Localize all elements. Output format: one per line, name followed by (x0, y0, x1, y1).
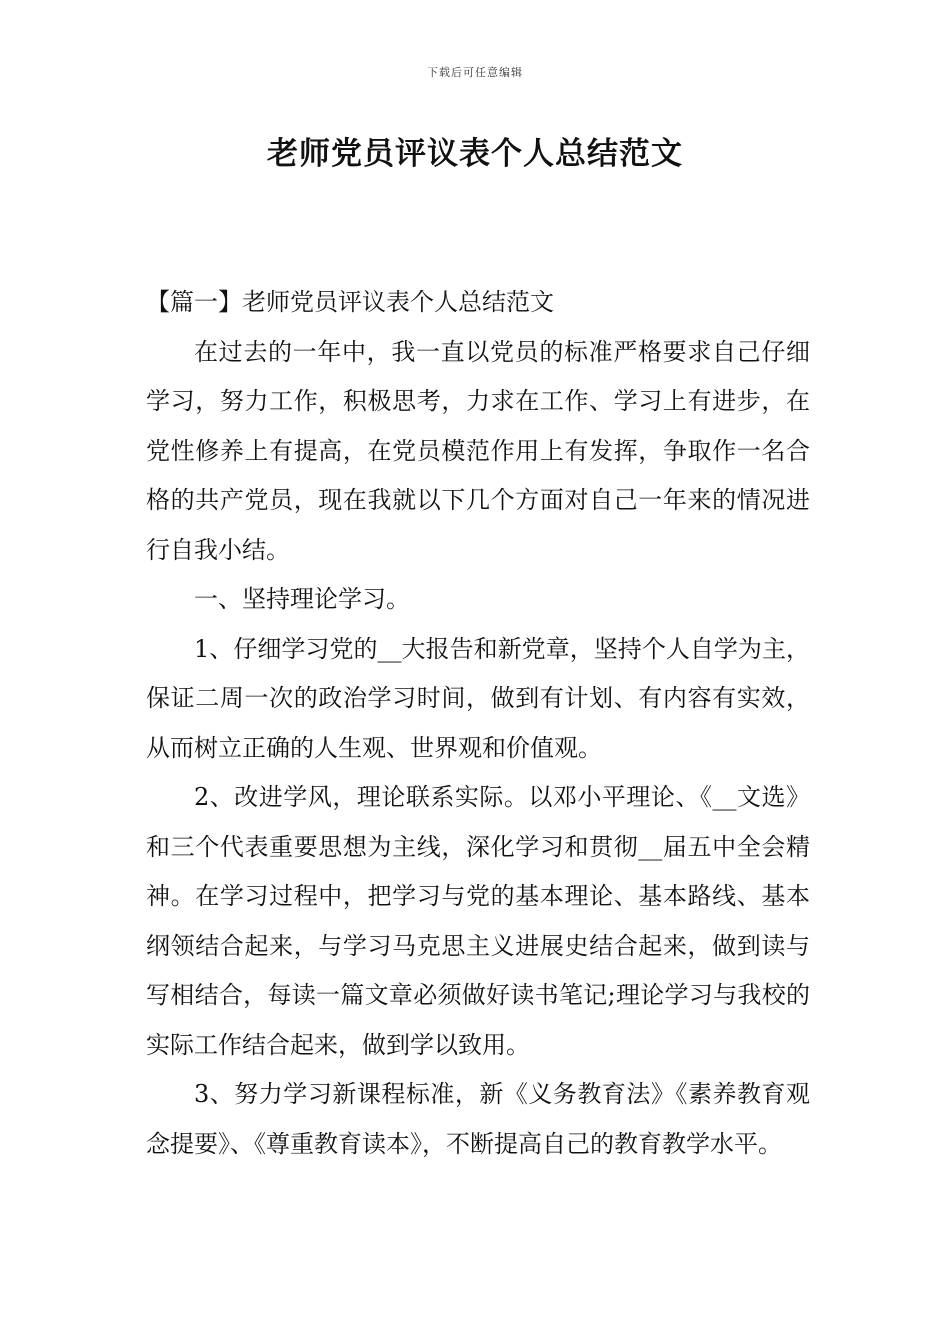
paragraph-item-1: 1、仔细学习党的__大报告和新党章，坚持个人自学为主，保证二周一次的政治学习时间，做到有计划、有内容有实效，从而树立正确的人生观、世界观和价值观。 (146, 634, 810, 762)
paragraph-item-3: 3、努力学习新课程标准，新《义务教育法》《素养教育观念提要》、《尊重教育读本》，不断提高自己的教育教学水平。 (146, 1080, 810, 1158)
section-heading: 【篇一】老师党员评议表个人总结范文 (146, 288, 554, 316)
paragraph-item-2: 2、改进学风，理论联系实际。以邓小平理论、《__文选》和三个代表重要思想为主线，深化学习和贯彻__届五中全会精神。在学习过程中，把学习与党的基本理论、基本路线、基本纲领结合起来，与学习马克思主义进展史结合起来，做到读与写相结合，每读一篇文章必须做好读书笔记;理论学习与我校的实际工作结合起来，做到学以致用。 (146, 783, 810, 1059)
header-note: 下载后可任意编辑 (427, 66, 523, 79)
paragraph-intro: 在过去的一年中，我一直以党员的标准严格要求自己仔细学习，努力工作，积极思考，力求在工作、学习上有进步，在党性修养上有提高，在党员模范作用上有发挥，争取作一名合格的共产党员，现在我就以下几个方面对自己一年来的情况进行自我小结。 (146, 337, 810, 564)
document-body (146, 278, 810, 1169)
document-title: 老师党员评议表个人总结范文 (267, 136, 683, 172)
paragraph-heading-1: 一、坚持理论学习。 (194, 585, 410, 613)
